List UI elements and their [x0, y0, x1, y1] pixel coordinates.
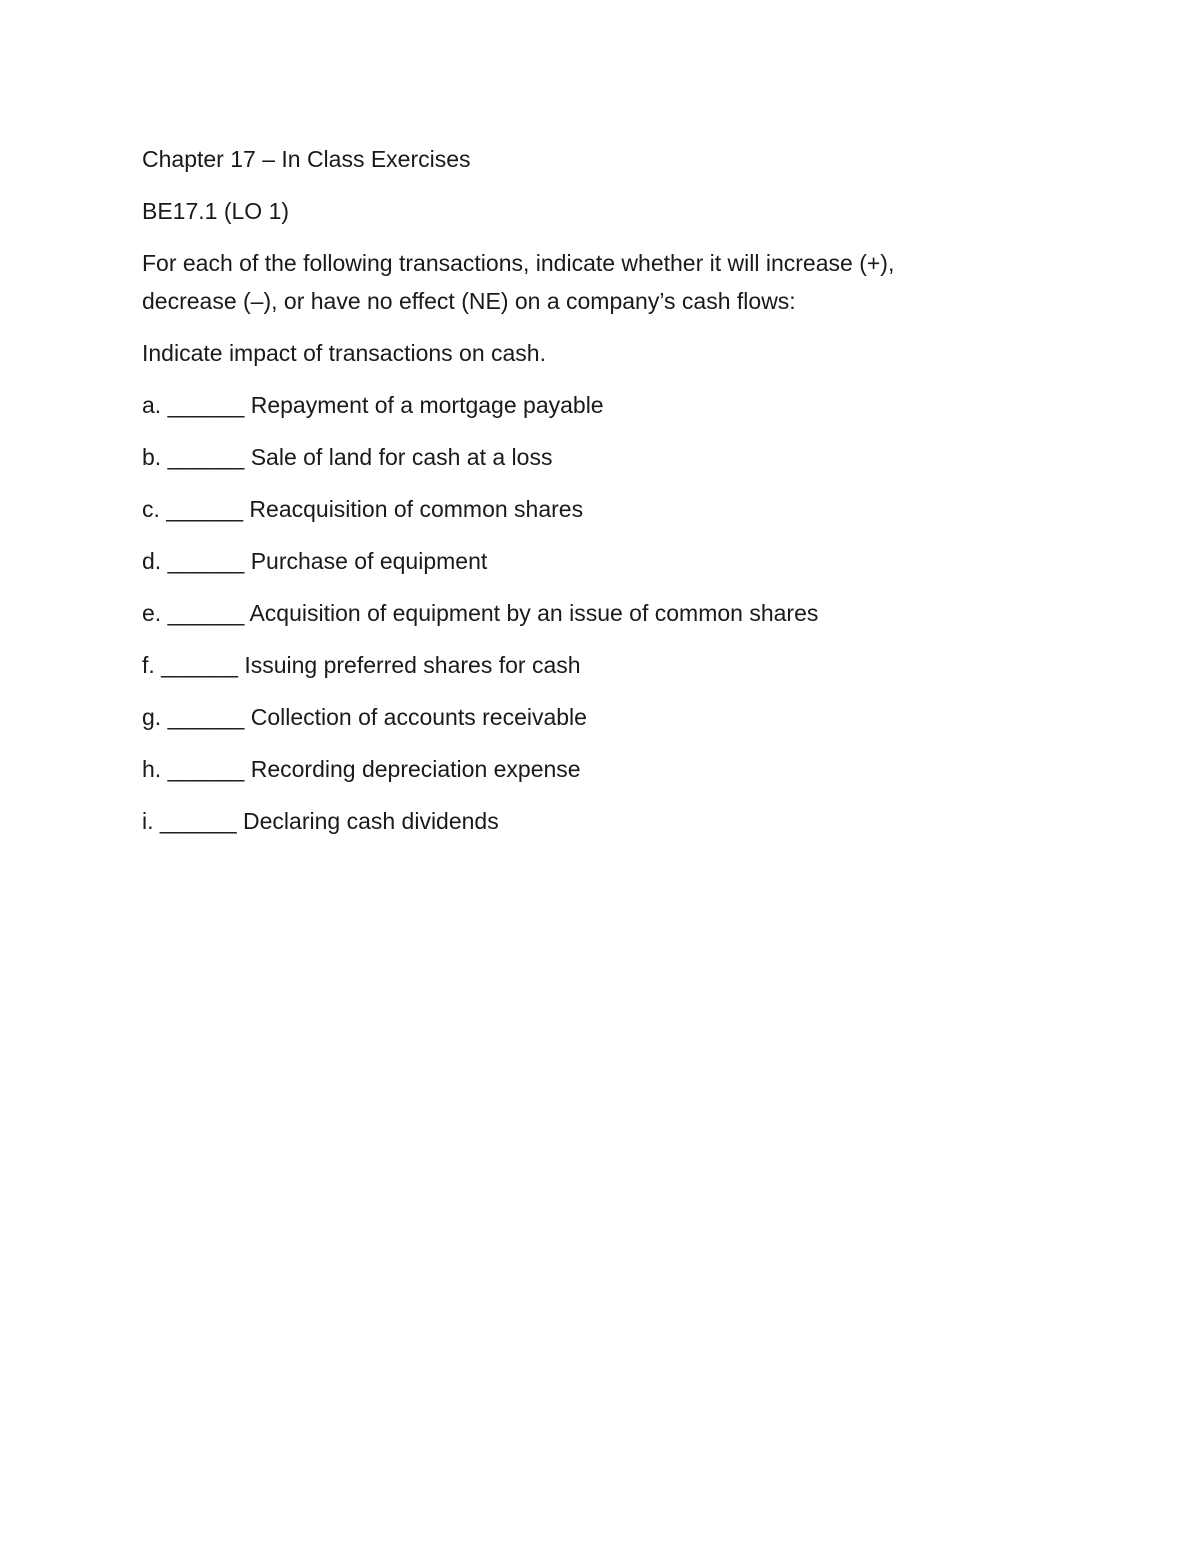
item-letter: b.: [142, 444, 162, 470]
item-text: Recording depreciation expense: [250, 756, 581, 782]
answer-blank: ______: [167, 600, 245, 626]
intro-paragraph: [142, 244, 1022, 320]
item-text: Acquisition of equipment by an issue of common shares: [249, 600, 819, 626]
intro-line-1: For each of the following transactions, indicate whether it will increase (+),: [142, 250, 895, 276]
answer-blank: ______: [167, 704, 245, 730]
item-text: Collection of accounts receivable: [250, 704, 587, 730]
item-letter: i.: [142, 808, 154, 834]
item-text: Purchase of equipment: [250, 548, 488, 574]
item-letter: d.: [142, 548, 162, 574]
list-item-c: [142, 490, 1042, 528]
intro-line-2: decrease (–), or have no effect (NE) on a company’s cash flows:: [142, 288, 796, 314]
answer-blank: ______: [167, 392, 245, 418]
item-text: Declaring cash dividends: [243, 808, 499, 834]
answer-blank: ______: [159, 808, 237, 834]
item-letter: h.: [142, 756, 162, 782]
list-item-d: [142, 542, 1042, 580]
item-text: Sale of land for cash at a loss: [250, 444, 553, 470]
item-letter: g.: [142, 704, 162, 730]
list-item-f: [142, 646, 1042, 684]
item-text: Repayment of a mortgage payable: [250, 392, 604, 418]
item-text: Issuing preferred shares for cash: [244, 652, 581, 678]
answer-blank: ______: [166, 496, 244, 522]
item-letter: f.: [142, 652, 155, 678]
item-letter: a.: [142, 392, 162, 418]
exercise-code: BE17.1 (LO 1): [142, 198, 290, 224]
item-text: Reacquisition of common shares: [249, 496, 584, 522]
list-item-e: [142, 594, 1042, 632]
list-item-b: [142, 438, 1042, 476]
answer-blank: ______: [167, 548, 245, 574]
answer-blank: ______: [167, 756, 245, 782]
document-title: Chapter 17 – In Class Exercises: [142, 146, 471, 172]
answer-blank: ______: [161, 652, 238, 678]
item-letter: e.: [142, 600, 162, 626]
list-item-h: [142, 750, 1042, 788]
answer-blank: ______: [167, 444, 245, 470]
list-item-g: [142, 698, 1042, 736]
document-content: [142, 140, 1042, 854]
list-item-a: [142, 386, 1042, 424]
item-letter: c.: [142, 496, 160, 522]
list-item-i: [142, 802, 1042, 840]
instruction-text: Indicate impact of transactions on cash.: [142, 340, 546, 366]
